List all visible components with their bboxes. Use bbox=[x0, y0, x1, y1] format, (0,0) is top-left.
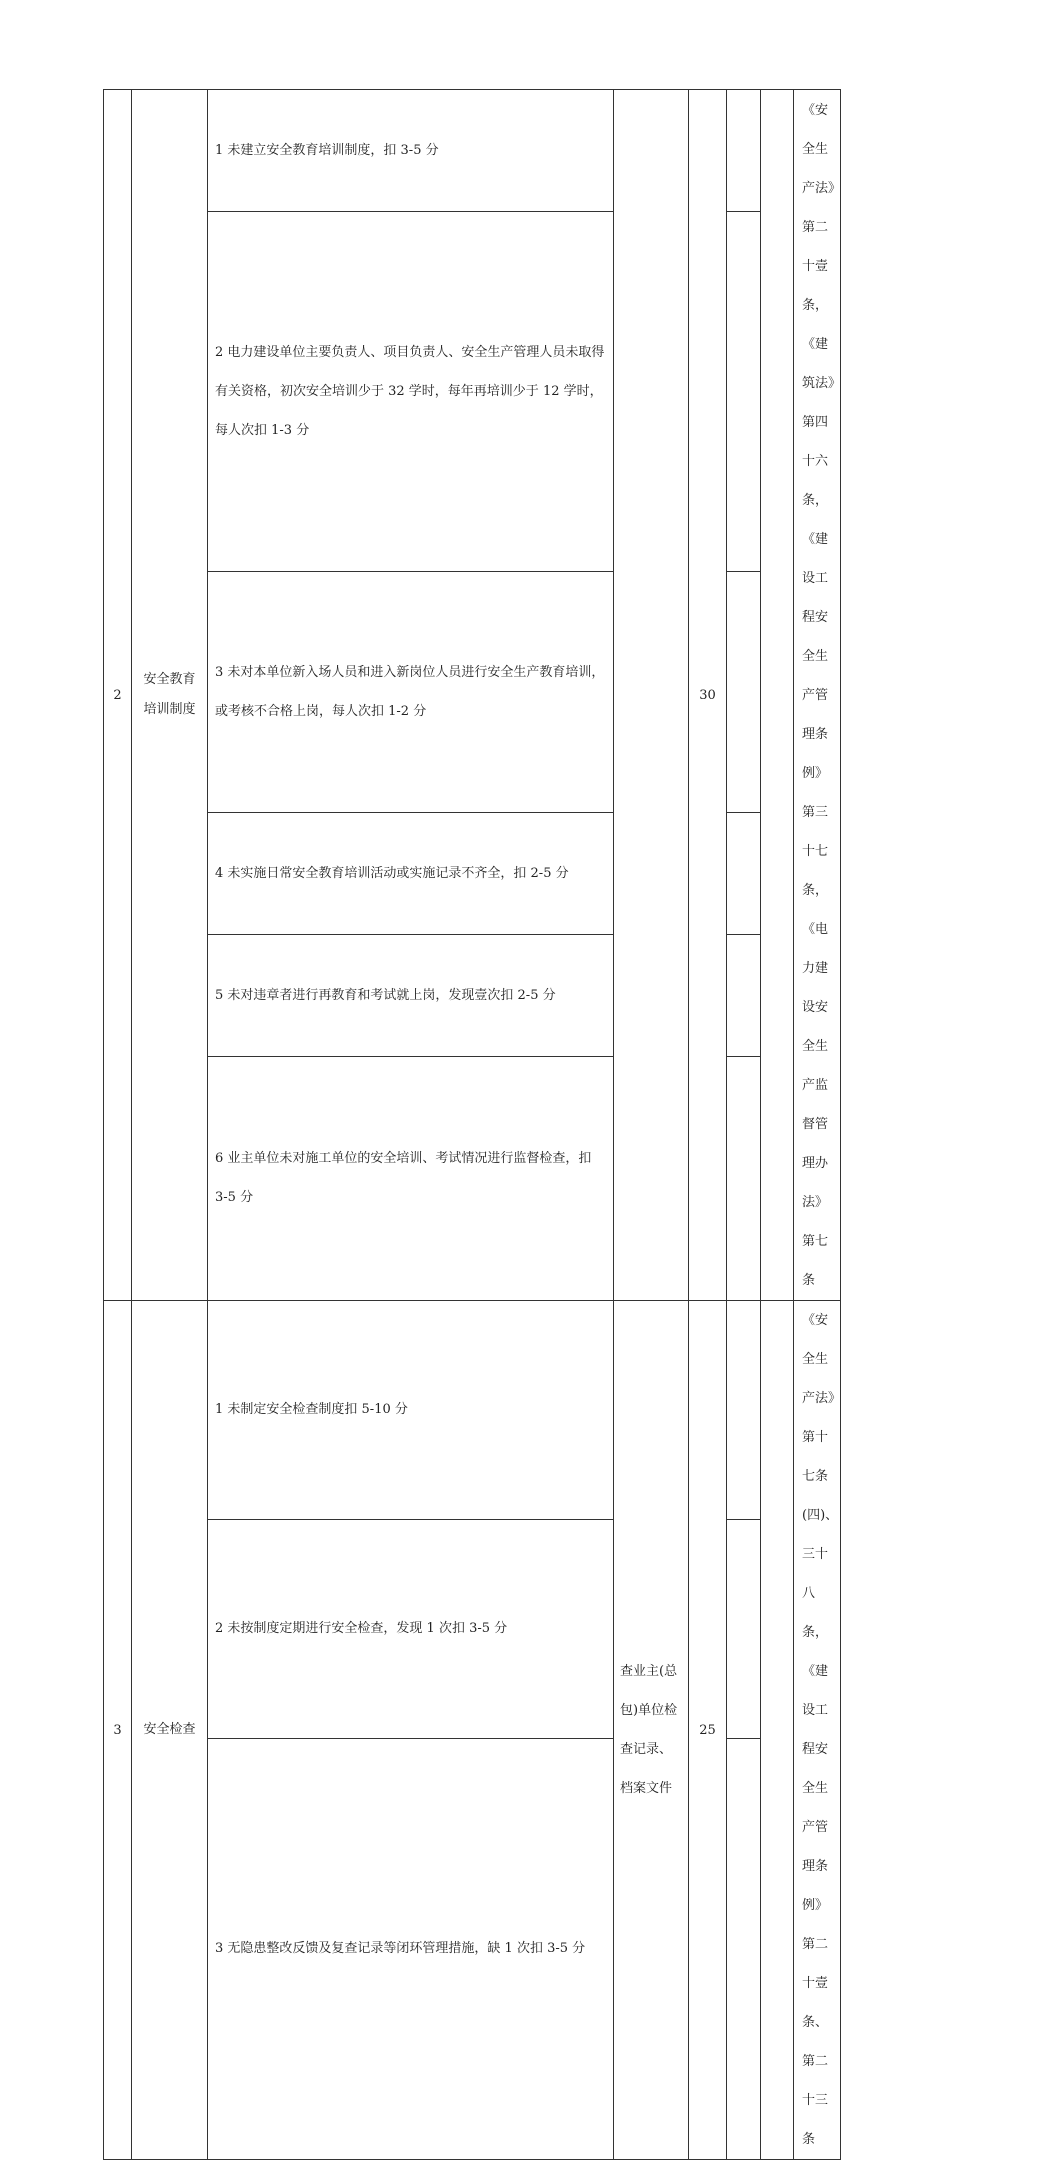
score-cell: 25 bbox=[689, 1301, 727, 2160]
criterion-cell: 3 未对本单位新入场人员和进入新岗位人员进行安全生产教育培训，或考核不合格上岗，每人次扣 1-2 分 bbox=[208, 571, 614, 812]
deduction-cell bbox=[727, 1301, 761, 1520]
criterion-cell: 5 未对违章者进行再教育和考试就上岗，发现壹次扣 2-5 分 bbox=[208, 934, 614, 1056]
deduction-cell bbox=[727, 571, 761, 812]
criterion-cell: 1 未建立安全教育培训制度，扣 3-5 分 bbox=[208, 90, 614, 212]
table-row bbox=[104, 212, 1030, 572]
item-number: 3 bbox=[104, 1301, 132, 2160]
table-row bbox=[104, 934, 1030, 1056]
item-number: 2 bbox=[104, 90, 132, 1301]
criterion-cell: 2 电力建设单位主要负责人、项目负责人、安全生产管理人员未取得有关资格，初次安全培训少于 32 学时，每年再培训少于 12 学时，每人次扣 1-3 分 bbox=[208, 212, 614, 572]
item-title: 安全检查 bbox=[132, 1301, 208, 2160]
deduction-cell bbox=[727, 212, 761, 572]
item-title: 安全教育 培训制度 bbox=[132, 90, 208, 1301]
table-row bbox=[104, 812, 1030, 934]
deduction-cell bbox=[727, 90, 761, 212]
table-row bbox=[104, 571, 1030, 812]
blank-cell bbox=[761, 90, 794, 1301]
criterion-cell: 3 无隐患整改反馈及复查记录等闭环管理措施，缺 1 次扣 3-5 分 bbox=[208, 1738, 614, 2159]
check-method-cell bbox=[614, 90, 689, 1301]
table-row bbox=[104, 1056, 1030, 1300]
criterion-cell: 1 未制定安全检查制度扣 5-10 分 bbox=[208, 1301, 614, 1520]
evaluation-table bbox=[103, 89, 1030, 2160]
check-method-cell: 查业主(总包)单位检查记录、档案文件 bbox=[614, 1301, 689, 2160]
deduction-cell bbox=[727, 812, 761, 934]
deduction-cell bbox=[727, 1519, 761, 1738]
blank-cell bbox=[761, 1301, 794, 2160]
deduction-cell bbox=[727, 1056, 761, 1300]
table-row bbox=[104, 90, 1030, 212]
table-row bbox=[104, 1738, 1030, 2159]
legal-basis-cell: 《安全生产法》第十七条(四)、三十八条，《建设工程安全生产管理条例》第二十壹条、第二十三条 bbox=[794, 1301, 841, 2160]
deduction-cell bbox=[727, 934, 761, 1056]
table-row bbox=[104, 1519, 1030, 1738]
criterion-cell: 6 业主单位未对施工单位的安全培训、考试情况进行监督检查，扣 3-5 分 bbox=[208, 1056, 614, 1300]
deduction-cell bbox=[727, 1738, 761, 2159]
legal-basis-cell: 《安全生产法》第二十壹条，《建筑法》第四十六条，《建设工程安全生产管理条例》第三十七条，《电力建设安全生产监督管理办法》第七条 bbox=[794, 90, 841, 1301]
table-row bbox=[104, 1301, 1030, 1520]
criterion-cell: 4 未实施日常安全教育培训活动或实施记录不齐全，扣 2-5 分 bbox=[208, 812, 614, 934]
criterion-cell: 2 未按制度定期进行安全检查，发现 1 次扣 3-5 分 bbox=[208, 1519, 614, 1738]
score-cell: 30 bbox=[689, 90, 727, 1301]
